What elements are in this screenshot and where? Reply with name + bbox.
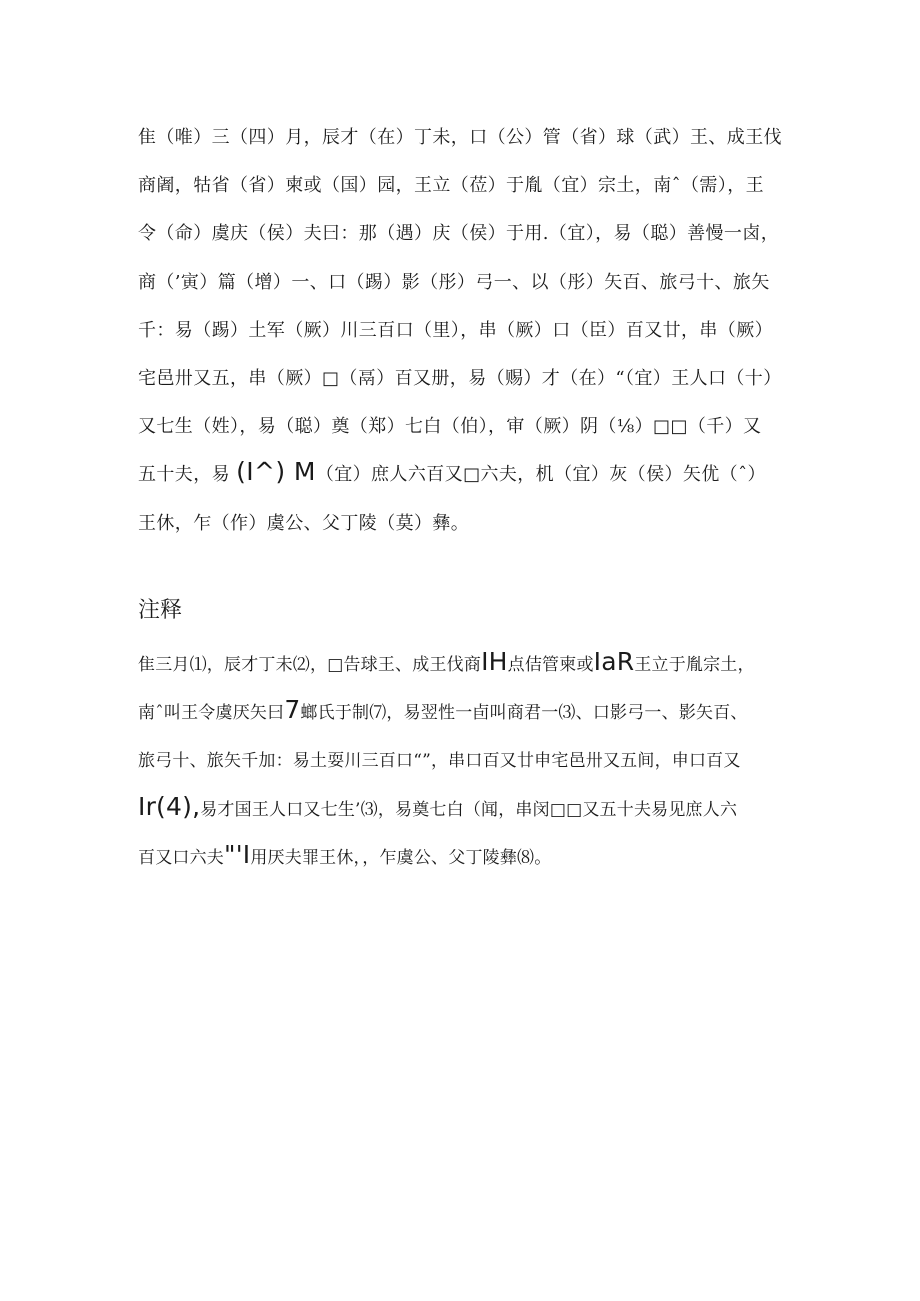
ocr-artifact: (I^) M: [236, 457, 316, 487]
inscription-line: 又七生（姓），易（聪）奠（郑）七白（伯），审（厥）阴（⅛）□□（千）又: [138, 416, 762, 438]
notes-line: [138, 834, 788, 882]
ocr-artifact: IH: [481, 647, 508, 676]
inscription-line: 宅邑卅又五，串（厥）□（鬲）百又册，易（赐）才（在）“（宜）王人口（十）: [138, 368, 782, 390]
inscription-paragraph: [138, 114, 788, 548]
inscription-line: [138, 451, 788, 499]
ocr-artifact: "'I: [224, 839, 251, 869]
inscription-line: 王休，乍（作）虞公、父丁陵（莫）彝。: [138, 512, 470, 534]
text-run: 百又口六夫: [138, 847, 224, 868]
ocr-artifact: 7: [284, 695, 301, 725]
inscription-line: 隹（唯）三（四）月，辰才（在）丁未，口（公）管（省）球（武）王、成王伐: [138, 127, 782, 148]
notes-line: [138, 641, 788, 689]
notes-line: 旅弓十、旅矢千加：易土耍川三百口“”，串口百又廿申宅邑卅又五间，申口百又: [138, 751, 741, 772]
inscription-line: 令（命）虞庆（侯）夫曰：那（遇）庆（侯）于用.（宜），易（聪）善慢一卤，: [138, 223, 780, 245]
notes-heading: 注释: [138, 598, 183, 623]
notes-paragraph: [138, 641, 788, 882]
notes-line: [138, 786, 788, 834]
ocr-artifact: Ir(4),: [138, 791, 201, 821]
notes-line: [138, 689, 788, 737]
text-run: 隹三月⑴，辰才丁未⑵，□告球王、成王伐商: [138, 655, 482, 675]
text-run: 王立于胤宗土，: [634, 655, 755, 675]
text-run: 点佶管柬或: [507, 655, 594, 675]
text-run: 五十夫，易: [138, 464, 237, 486]
inscription-line: 商阇，牯省（省）柬或（国）园，王立（莅）于胤（宜）宗土，南ˆ（需），王: [138, 175, 764, 197]
text-run: 南ˆ叫王令虞厌矢曰: [138, 703, 285, 724]
inscription-line: 商（’寅）篇（增）一、口（踢）影（彤）弓一、以（彤）矢百、旅弓十、旅矢: [138, 271, 770, 293]
text-run: （宜）庶人六百又□六夫，机（宜）灰（侯）矢优（ˆ）: [315, 464, 766, 486]
ocr-artifact: IaR: [593, 647, 635, 676]
text-run: 易才国王人口又七生’⑶，易奠七白（闻，串闵□□又五十夫易见庶人六: [200, 799, 738, 820]
text-run: 用厌夫罪王休，，乍虞公、父丁陵彝⑻。: [250, 847, 552, 868]
inscription-line: 千：易（踢）土军（厥）川三百口（里），串（厥）口（臣）百又廿，串（厥）: [138, 319, 773, 341]
text-run: 螂氏于制⑺，易翌性一卣叫商君一⑶、口影弓一、影矢百、: [300, 703, 748, 724]
